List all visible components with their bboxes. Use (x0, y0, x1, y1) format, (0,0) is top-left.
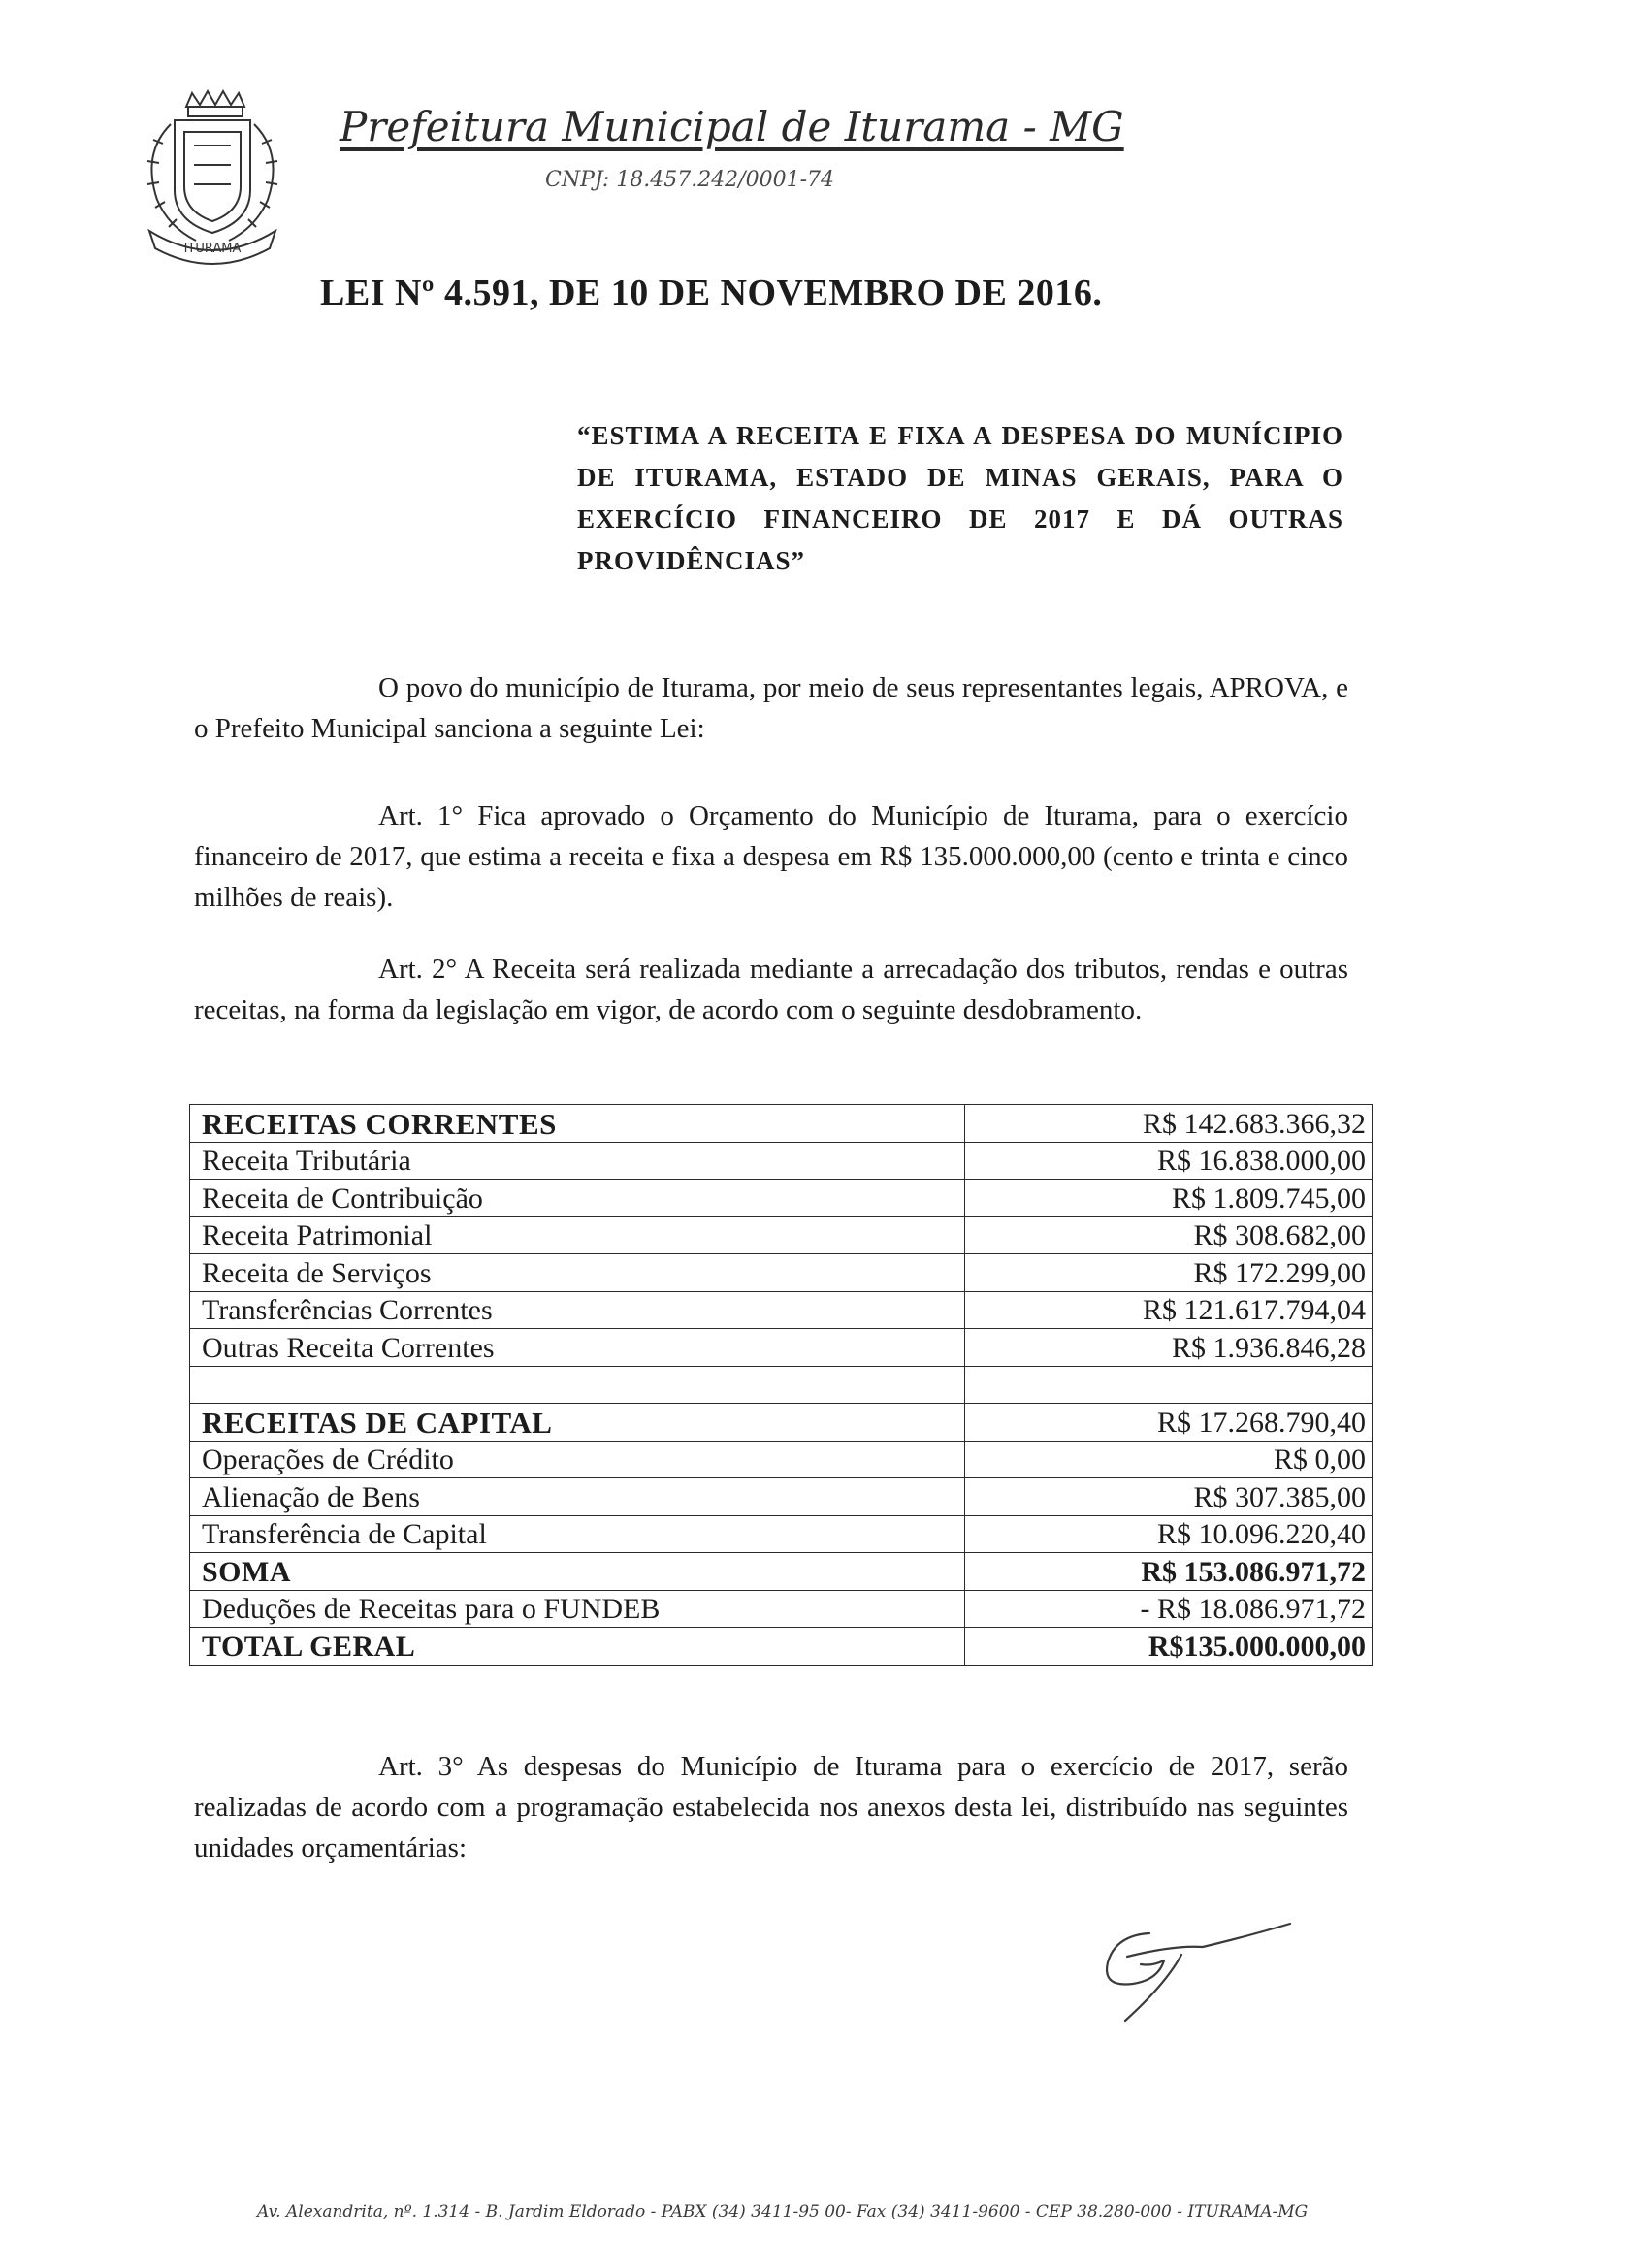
row-label: Receita de Contribuição (190, 1180, 965, 1217)
row-value: R$ 172.299,00 (965, 1254, 1373, 1292)
row-label: Receita Patrimonial (190, 1216, 965, 1254)
row-label: RECEITAS DE CAPITAL (190, 1404, 965, 1442)
row-value: R$ 307.385,00 (965, 1478, 1373, 1516)
row-label: Deduções de Receitas para o FUNDEB (190, 1590, 965, 1628)
row-value: R$ 308.682,00 (965, 1216, 1373, 1254)
table-row (190, 1142, 1373, 1180)
letterhead (136, 85, 1397, 270)
row-label: Transferências Correntes (190, 1291, 965, 1329)
table-row (190, 1105, 1373, 1143)
row-value: R$ 16.838.000,00 (965, 1142, 1373, 1180)
table-row (190, 1515, 1373, 1553)
row-label: RECEITAS CORRENTES (190, 1105, 965, 1143)
row-value: R$135.000.000,00 (965, 1628, 1373, 1666)
table-row (190, 1441, 1373, 1478)
preamble-paragraph: O povo do município de Iturama, por meio de seus representantes legais, APROVA, e o Prefeito Municipal sanciona a seguinte Lei: (194, 672, 1348, 744)
row-label: Alienação de Bens (190, 1478, 965, 1516)
table-row (190, 1291, 1373, 1329)
table-row (190, 1329, 1373, 1367)
law-summary: “ESTIMA A RECEITA E FIXA A DESPESA DO MUNÍCIPIO DE ITURAMA, ESTADO DE MINAS GERAIS, PARA O EXERCÍCIO FINANCEIRO DE 2017 E DÁ OUTRAS PROVIDÊNCIAS” (577, 421, 1343, 575)
row-label (190, 1366, 965, 1404)
table-row-total (190, 1628, 1373, 1666)
row-label: TOTAL GERAL (190, 1628, 965, 1666)
table-row (190, 1254, 1373, 1292)
row-label: Receita de Serviços (190, 1254, 965, 1292)
revenue-table (189, 1104, 1373, 1666)
handwritten-signature-icon (1057, 1906, 1300, 2023)
municipal-coat-of-arms-icon (136, 85, 289, 266)
row-label: SOMA (190, 1553, 965, 1591)
table-row (190, 1180, 1373, 1217)
table-row (190, 1404, 1373, 1442)
row-value: R$ 17.268.790,40 (965, 1404, 1373, 1442)
table-row (190, 1590, 1373, 1628)
row-label: Receita Tributária (190, 1142, 965, 1180)
table-row (190, 1478, 1373, 1516)
row-value: R$ 10.096.220,40 (965, 1515, 1373, 1553)
table-row-sum (190, 1553, 1373, 1591)
row-value: R$ 142.683.366,32 (965, 1105, 1373, 1143)
table-row (190, 1216, 1373, 1254)
row-value: R$ 1.809.745,00 (965, 1180, 1373, 1217)
table-row-blank (190, 1366, 1373, 1404)
row-value: R$ 0,00 (965, 1441, 1373, 1478)
law-title: LEI Nº 4.591, DE 10 DE NOVEMBRO DE 2016. (320, 273, 1103, 313)
row-value: - R$ 18.086.971,72 (965, 1590, 1373, 1628)
row-value: R$ 153.086.971,72 (965, 1553, 1373, 1591)
cnpj-line: CNPJ: 18.457.242/0001-74 (545, 168, 835, 192)
row-value: R$ 121.617.794,04 (965, 1291, 1373, 1329)
svg-text:ITURAMA: ITURAMA (183, 242, 242, 256)
article-3-paragraph: Art. 3° As despesas do Município de Iturama para o exercício de 2017, serão realizadas de acordo com a programação estabelecida nos anexos desta lei, distribuído nas seguintes unidades orçamentárias: (194, 1751, 1348, 1863)
footer-address: Av. Alexandrita, nº. 1.314 - B. Jardim Eldorado - PABX (34) 3411-95 00- Fax (34) 3411-9600 - CEP 38.280-000 - ITURAMA-MG (257, 2202, 1309, 2221)
article-2-paragraph: Art. 2° A Receita será realizada mediante a arrecadação dos tributos, rendas e outras receitas, na forma da legislação em vigor, de acordo com o seguinte desdobramento. (194, 954, 1348, 1025)
row-value (965, 1366, 1373, 1404)
article-1-paragraph: Art. 1° Fica aprovado o Orçamento do Município de Iturama, para o exercício financeiro de 2017, que estima a receita e fixa a despesa em R$ 135.000.000,00 (cento e trinta e cinco milhões de reais). (194, 800, 1348, 913)
municipality-name: Prefeitura Municipal de Iturama - MG (340, 103, 1124, 150)
row-label: Transferência de Capital (190, 1515, 965, 1553)
row-value: R$ 1.936.846,28 (965, 1329, 1373, 1367)
row-label: Operações de Crédito (190, 1441, 965, 1478)
row-label: Outras Receita Correntes (190, 1329, 965, 1367)
